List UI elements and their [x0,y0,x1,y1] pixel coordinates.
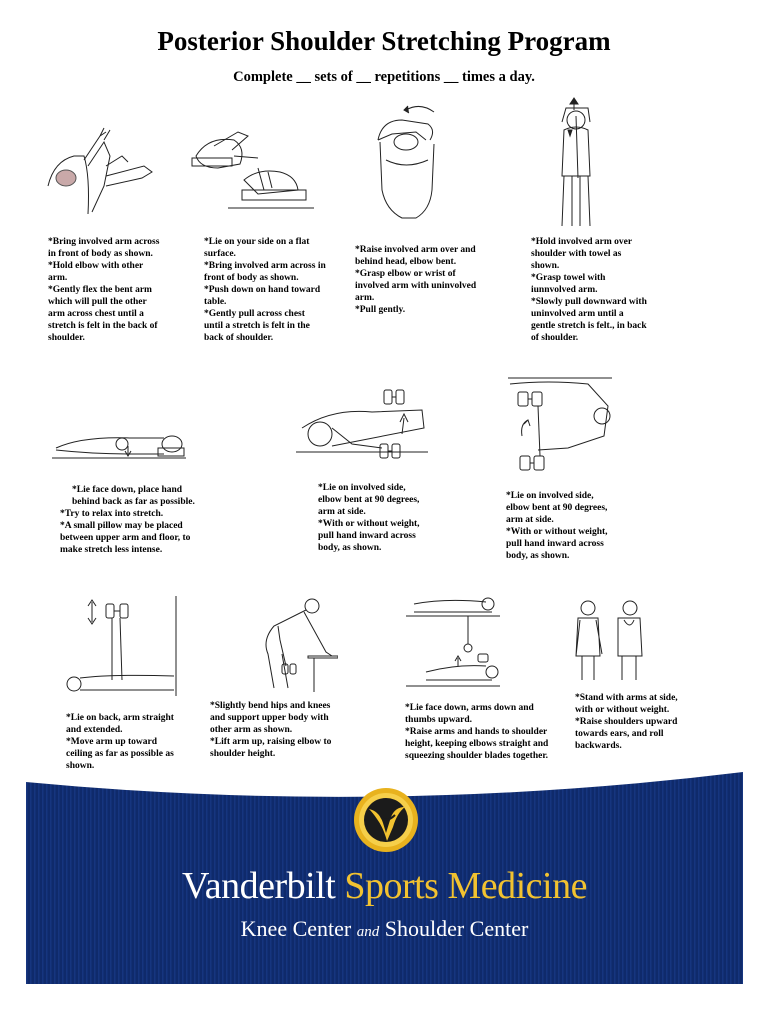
instruction-line: *Lie on involved side, elbow bent at 90 degrees, arm at side. [506,491,608,525]
illustration-side-lying-cross-body [188,128,318,220]
instruction-line: *Lie on back, arm straight and extended. [66,713,174,735]
instruction-line: *Raise involved arm over and behind head, elbow bent. [355,245,476,267]
instruction-line: *Bring involved arm across in front of body as shown. [204,261,326,283]
exercise-3-instructions [355,244,489,316]
instruction-line: *Stand with arms at side, with or without weight. [575,693,678,715]
exercise-4-instructions [531,236,647,344]
instruction-line: *Lie face down, place hand behind back as far as possible. [72,485,195,507]
instruction-line: *Grasp elbow or wrist of involved arm with uninvolved arm. [355,269,477,303]
illustration-side-lying-rotation-weight [508,376,612,474]
illustration-overhead-arm-pull [372,100,440,222]
brand-name-primary: Vanderbilt [182,865,336,907]
instruction-line: *Slightly bend hips and knees and support upper body with other arm as shown. [210,701,331,735]
instruction-line: *Lie face down, arms down and thumbs upward. [405,703,534,725]
instruction-line: *With or without weight, pull hand inward across body, as shown. [506,527,608,561]
exercise-1-instructions [48,236,164,344]
instruction-line: *Raise shoulders upward towards ears, and roll backwards. [575,717,678,751]
brand-centers [26,916,743,942]
instruction-line: *Lie on involved side, elbow bent at 90 degrees, arm at side. [318,483,420,517]
illustration-cross-body-stretch [44,126,156,216]
instruction-line: *Move arm up toward ceiling as far as possible as shown. [66,737,174,771]
instruction-line: *Grasp towel with iunnvolved arm. [531,273,606,295]
instruction-line: *Gently flex the bent arm which will pull the other arm across chest until a stretch is felt in the back of shoulder. [48,285,158,343]
instruction-line: *Try to relax into stretch. [60,509,164,519]
exercise-6-instructions [318,482,426,554]
and-label: and [356,924,380,940]
exercise-5-instructions [60,484,210,556]
instruction-line: *Raise arms and hands to shoulder height, keeping elbows straight and squeezing shoulder blades together. [405,727,549,761]
instruction-line: *Slowly pull downward with uninvolved arm until a gentle stretch is felt., in back of shoulder. [531,297,647,343]
instruction-line: *Lift arm up, raising elbow to shoulder height. [210,737,332,759]
illustration-supine-arm-raise [62,596,180,696]
illustration-shoulder-shrug [572,596,648,680]
illustration-prone-arm-raise [406,594,500,694]
instruction-line: *Gently pull across chest until a stretch is felt in the back of shoulder. [204,309,310,343]
instruction-line: *Hold involved arm over shoulder with towel as shown. [531,237,632,271]
exercise-2-instructions [204,236,326,344]
exercise-11-instructions [575,692,693,752]
illustration-bent-over-row [254,596,338,692]
exercise-9-instructions [210,700,336,760]
illustration-prone-hand-behind-back [52,424,186,464]
knee-center-label: Knee Center [240,916,352,941]
footer-banner [26,770,743,984]
instruction-line: *With or without weight, pull hand inward across body, as shown. [318,519,420,553]
exercise-10-instructions [405,702,555,762]
illustration-towel-stretch [548,96,602,228]
page-subtitle: Complete __ sets of __ repetitions __ times a day. [233,69,535,85]
instruction-line: *Lie on your side on a flat surface. [204,237,310,259]
exercise-8-instructions [66,712,176,772]
page-title: Posterior Shoulder Stretching Program [157,26,611,56]
vanderbilt-logo-icon [353,787,419,853]
brand-name [26,864,743,908]
instruction-line: *Bring involved arm across in front of body as shown. [48,237,160,259]
illustration-side-lying-internal-rotation [292,388,432,472]
instruction-line: *Push down on hand toward table. [204,285,321,307]
instruction-line: *Pull gently. [355,305,406,315]
instruction-line: *A small pillow may be placed between upper arm and floor, to make stretch less intense. [60,521,191,555]
exercise-7-instructions [506,490,618,562]
instruction-line: *Hold elbow with other arm. [48,261,144,283]
shoulder-center-label: Shoulder Center [384,916,529,941]
brand-name-accent: Sports Medicine [344,865,587,907]
